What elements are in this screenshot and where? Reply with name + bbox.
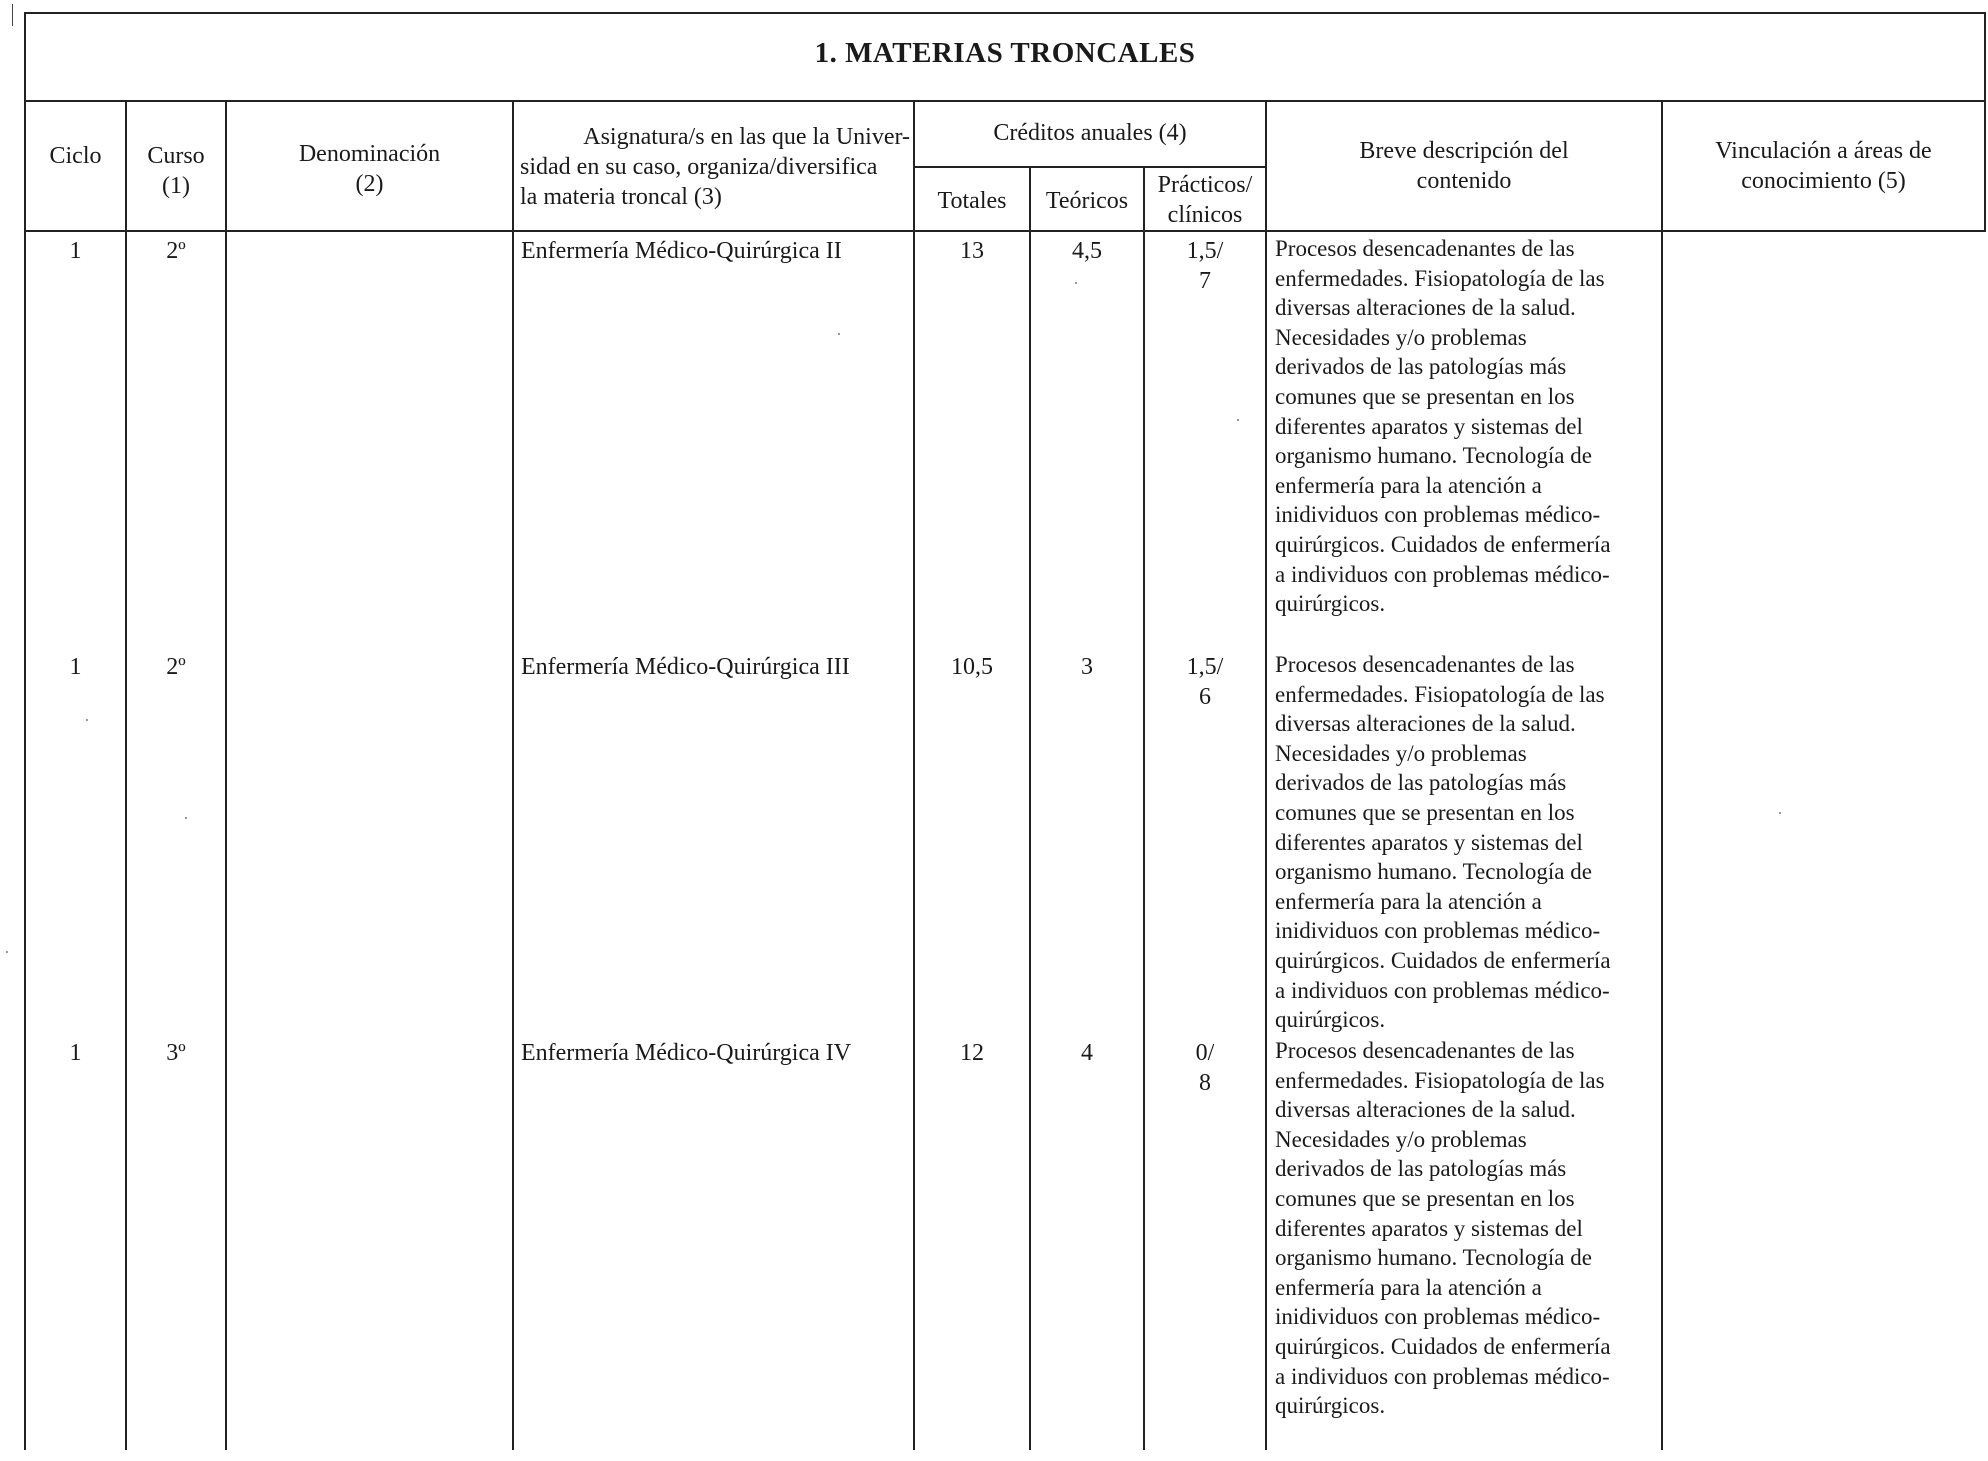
header-ciclo: Ciclo — [49, 143, 102, 169]
cell-asignatura: Enfermería Médico-Quirúrgica IV — [521, 1040, 852, 1066]
header-curso-line-1: Curso — [147, 143, 205, 169]
cell-ciclo: 1 — [69, 238, 82, 264]
cell-asignatura: Enfermería Médico-Quirúrgica II — [521, 238, 842, 264]
cell-curso: 3º — [166, 1040, 186, 1066]
desc-line: inidividuos con problemas médico- — [1275, 1304, 1601, 1330]
cell-ciclo: 1 — [69, 1040, 82, 1066]
desc-line: comunes que se presentan en los — [1275, 383, 1575, 409]
cell-totales: 10,5 — [951, 654, 993, 680]
cell-totales: 12 — [960, 1040, 984, 1066]
col-line-totales — [913, 100, 915, 1450]
header-curso-line-2: (1) — [162, 173, 190, 199]
col-line-asignatura — [512, 100, 514, 1450]
table-top-border — [24, 12, 1986, 14]
header-vinculacion-line-1: Vinculación a áreas de — [1715, 138, 1932, 164]
desc-line: a individuos con problemas médico- — [1275, 561, 1610, 587]
cell-asignatura: Enfermería Médico-Quirúrgica III — [521, 654, 850, 680]
desc-line: Procesos desencadenantes de las — [1275, 236, 1575, 261]
desc-line: Necesidades y/o problemas — [1275, 1126, 1527, 1152]
scan-speck — [838, 333, 840, 335]
desc-line: diferentes aparatos y sistemas del — [1275, 829, 1583, 855]
header-denominacion — [227, 139, 512, 199]
desc-line: quirúrgicos. Cuidados de enfermería — [1275, 531, 1611, 557]
cell-curso: 2º — [166, 238, 186, 264]
credits-subheader-border — [913, 166, 1267, 168]
scan-speck — [86, 719, 88, 721]
desc-line: quirúrgicos. — [1275, 1007, 1386, 1033]
cell-practicos-line-1: 0/ — [1195, 1040, 1215, 1066]
scan-speck — [1779, 812, 1781, 814]
cell-practicos — [1145, 236, 1265, 296]
desc-line: quirúrgicos. Cuidados de enfermería — [1275, 947, 1611, 973]
title-bottom-border — [24, 100, 1986, 102]
desc-line: quirúrgicos. — [1275, 1393, 1386, 1419]
header-asignaturas-line-2: sidad en su caso, organiza/diversifica — [520, 154, 878, 180]
desc-line: diversas alteraciones de la salud. — [1275, 295, 1576, 321]
header-asignaturas — [520, 122, 910, 212]
header-practicos — [1145, 170, 1265, 230]
header-descripcion-line-2: contenido — [1416, 168, 1512, 194]
desc-line: organismo humano. Tecnología de — [1275, 443, 1592, 469]
col-line-right — [1984, 100, 1986, 232]
desc-line: derivados de las patologías más — [1275, 354, 1567, 380]
desc-line: comunes que se presentan en los — [1275, 799, 1575, 825]
header-bottom-border — [24, 230, 1986, 232]
page-title: 1. MATERIAS TRONCALES — [814, 37, 1196, 69]
desc-line: enfermería para la atención a — [1275, 472, 1542, 498]
header-teoricos: Teóricos — [1045, 188, 1129, 214]
cell-descripcion — [1275, 650, 1670, 1035]
cell-totales: 13 — [960, 238, 984, 264]
header-asignaturas-line-3: la materia troncal (3) — [520, 184, 722, 210]
desc-line: Necesidades y/o problemas — [1275, 324, 1527, 350]
desc-line: diferentes aparatos y sistemas del — [1275, 1215, 1583, 1241]
cell-practicos-line-1: 1,5/ — [1186, 654, 1224, 680]
desc-line: inidividuos con problemas médico- — [1275, 502, 1601, 528]
cell-practicos — [1145, 1038, 1265, 1098]
header-denominacion-line-1: Denominación — [298, 141, 441, 167]
desc-line: diferentes aparatos y sistemas del — [1275, 413, 1583, 439]
desc-line: quirúrgicos. — [1275, 591, 1386, 617]
cell-ciclo: 1 — [69, 654, 82, 680]
scan-speck — [185, 817, 187, 819]
desc-line: organismo humano. Tecnología de — [1275, 1245, 1592, 1271]
header-asignaturas-line-1: Asignatura/s en las que la Univer- — [583, 124, 910, 150]
scan-speck — [6, 951, 8, 953]
cell-teoricos: 3 — [1081, 654, 1093, 680]
desc-line: inidividuos con problemas médico- — [1275, 918, 1601, 944]
col-line-curso — [125, 100, 127, 1450]
cell-teoricos: 4 — [1081, 1040, 1093, 1066]
header-practicos-line-1: Prácticos/ — [1157, 172, 1253, 198]
cell-teoricos: 4,5 — [1072, 238, 1102, 264]
desc-line: diversas alteraciones de la salud. — [1275, 1097, 1576, 1123]
desc-line: enfermedades. Fisiopatología de las — [1275, 681, 1605, 707]
cell-practicos-line-2: 6 — [1199, 684, 1211, 710]
desc-line: derivados de las patologías más — [1275, 1156, 1567, 1182]
header-practicos-line-2: clínicos — [1167, 202, 1243, 228]
header-vinculacion — [1663, 136, 1984, 196]
header-descripcion-line-1: Breve descripción del — [1359, 138, 1569, 164]
header-denominacion-line-2: (2) — [355, 171, 384, 197]
cell-practicos-line-1: 1,5/ — [1186, 238, 1224, 264]
cell-descripcion — [1275, 1036, 1670, 1421]
col-line-teoricos — [1029, 166, 1031, 1450]
header-totales: Totales — [937, 188, 1007, 214]
desc-line: Procesos desencadenantes de las — [1275, 652, 1575, 677]
scan-speck — [1075, 282, 1077, 284]
desc-line: comunes que se presentan en los — [1275, 1185, 1575, 1211]
col-line-left-lower — [24, 1040, 26, 1450]
margin-mark — [12, 4, 13, 26]
col-line-descripcion — [1265, 100, 1267, 1450]
desc-line: Necesidades y/o problemas — [1275, 740, 1527, 766]
header-vinculacion-line-2: conocimiento (5) — [1741, 168, 1906, 194]
header-curso — [127, 141, 225, 201]
cell-practicos-line-2: 8 — [1199, 1070, 1211, 1096]
desc-line: diversas alteraciones de la salud. — [1275, 711, 1576, 737]
desc-line: organismo humano. Tecnología de — [1275, 859, 1592, 885]
header-descripcion — [1267, 136, 1661, 196]
desc-line: a individuos con problemas médico- — [1275, 1363, 1610, 1389]
cell-practicos-line-2: 7 — [1199, 268, 1211, 294]
desc-line: Procesos desencadenantes de las — [1275, 1038, 1575, 1063]
header-creditos: Créditos anuales (4) — [993, 120, 1187, 146]
cell-practicos — [1145, 652, 1265, 712]
cell-descripcion — [1275, 234, 1670, 619]
desc-line: enfermedades. Fisiopatología de las — [1275, 1067, 1605, 1093]
desc-line: enfermería para la atención a — [1275, 888, 1542, 914]
desc-line: enfermería para la atención a — [1275, 1274, 1542, 1300]
desc-line: enfermedades. Fisiopatología de las — [1275, 265, 1605, 291]
desc-line: a individuos con problemas médico- — [1275, 977, 1610, 1003]
desc-line: quirúrgicos. Cuidados de enfermería — [1275, 1333, 1611, 1359]
desc-line: derivados de las patologías más — [1275, 770, 1567, 796]
scan-speck — [1237, 419, 1239, 421]
cell-curso: 2º — [166, 654, 186, 680]
col-line-practicos — [1143, 166, 1145, 1450]
col-line-denominacion — [225, 100, 227, 1450]
